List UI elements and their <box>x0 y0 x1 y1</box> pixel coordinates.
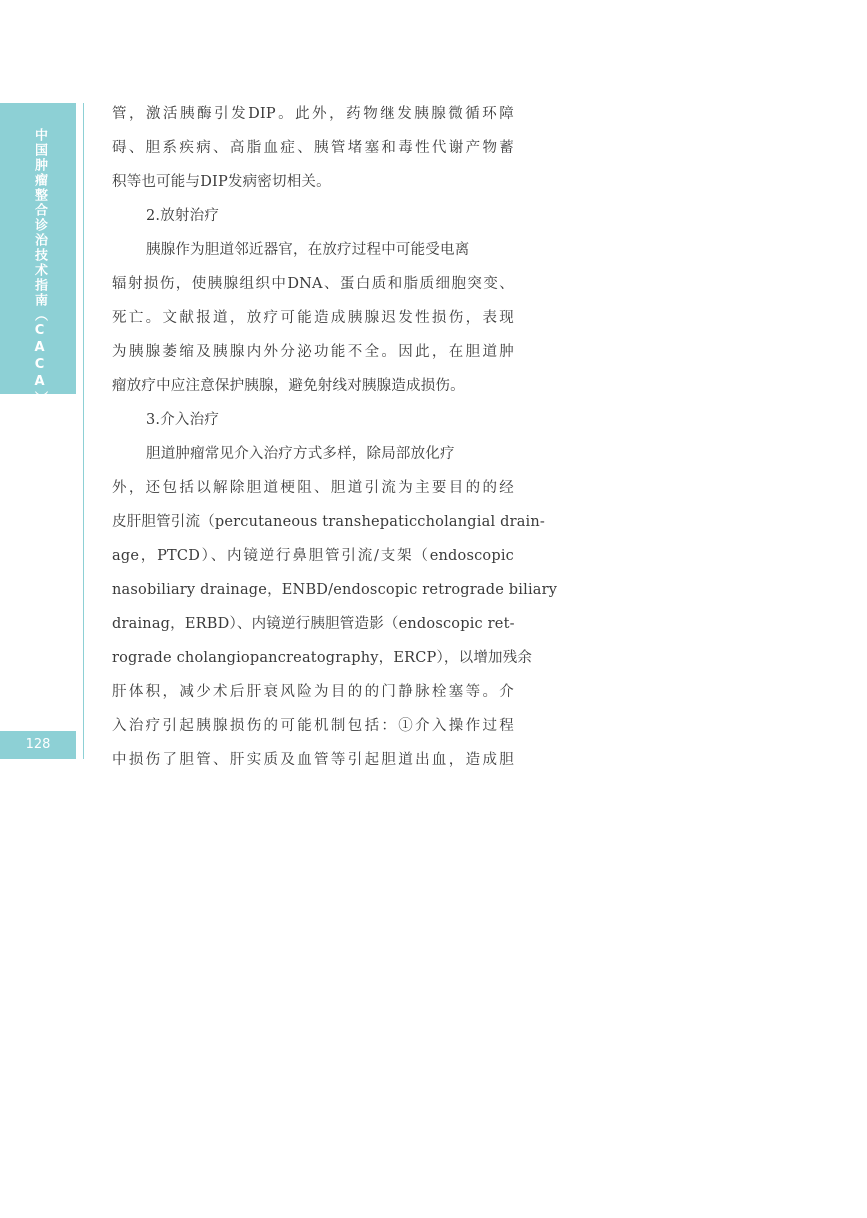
text-line: rograde cholangiopancreatography，ERCP），以增加残余 <box>112 650 533 666</box>
text-line: 死亡。文献报道，放疗可能造成胰腺迟发性损伤，表现 <box>112 310 514 326</box>
text-line: 辐射损伤，使胰腺组织中DNA、蛋白质和脂质细胞突变、 <box>112 276 514 292</box>
text-line: 为胰腺萎缩及胰腺内外分泌功能不全。因此，在胆道肿 <box>112 344 514 360</box>
text-line: 瘤放疗中应注意保护胰腺，避免射线对胰腺造成损伤。 <box>112 378 465 394</box>
text-line: 外，还包括以解除胆道梗阻、胆道引流为主要目的的经 <box>112 480 514 496</box>
text-line: 皮肝胆管引流（percutaneous transhepaticcholangial drain- <box>112 514 546 530</box>
page-number: 128 <box>25 737 51 752</box>
text-line: 中损伤了胆管、肝实质及血管等引起胆道出血，造成胆 <box>112 752 514 768</box>
text-line: 胆道肿瘤常见介入治疗方式多样，除局部放化疗 <box>146 446 455 462</box>
text-line: 胰腺作为胆道邻近器官，在放疗过程中可能受电离 <box>146 242 470 258</box>
text-line: 肝体积，减少术后肝衰风险为目的的门静脉栓塞等。介 <box>112 684 514 700</box>
text-line: age，PTCD）、内镜逆行鼻胆管引流/支架（endoscopic <box>112 548 514 564</box>
text-line: 入治疗引起胰腺损伤的可能机制包括：①介入操作过程 <box>112 718 514 734</box>
margin-rule <box>83 103 84 759</box>
text-line: nasobiliary drainage，ENBD/endoscopic retrograde biliary <box>112 582 558 598</box>
text-line: 管，激活胰酶引发DIP。此外，药物继发胰腺微循环障 <box>112 106 514 122</box>
text-line: 3.介入治疗 <box>146 412 220 428</box>
text-line: 2.放射治疗 <box>146 208 220 224</box>
book-title: 中国肿瘤整合诊治技术指南（CACA） <box>32 128 47 406</box>
text-line: 碍、胆系疾病、高脂血症、胰管堵塞和毒性代谢产物蓄 <box>112 140 514 156</box>
text-line: drainag，ERBD）、内镜逆行胰胆管造影（endoscopic ret- <box>112 616 515 632</box>
body-text <box>112 97 558 777</box>
text-line: 积等也可能与DIP发病密切相关。 <box>112 174 331 190</box>
